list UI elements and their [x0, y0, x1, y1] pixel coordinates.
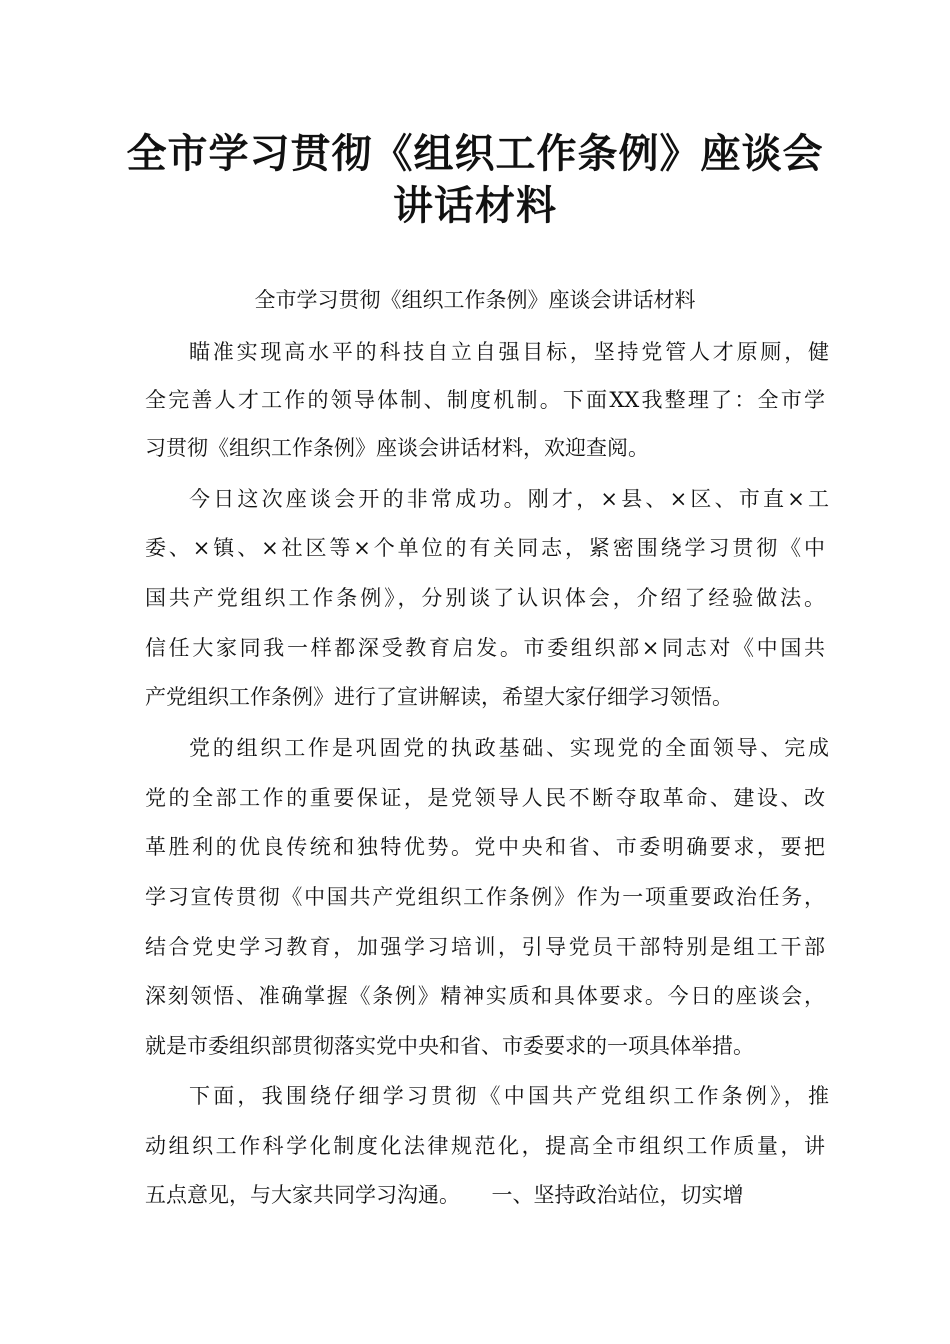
- body-text-line: 习贯彻《组织工作条例》座谈会讲话材料，欢迎查阅。: [145, 436, 649, 460]
- body-text-line: 学习宣传贯彻《中国共产党组织工作条例》作为一项重要政治任务，: [145, 885, 825, 909]
- body-text-line: 国共产党组织工作条例》，分别谈了认识体会，介绍了经验做法。: [145, 586, 825, 610]
- body-text-line: 动组织工作科学化制度化法律规范化，提高全市组织工作质量，讲: [145, 1134, 825, 1158]
- document-title-line-1: 全市学习贯彻《组织工作条例》座谈会: [126, 131, 824, 177]
- document-title-line-2: 讲话材料: [393, 183, 557, 229]
- body-text-line: 委、×镇、×社区等×个单位的有关同志，紧密围绕学习贯彻《中: [145, 536, 825, 560]
- document-subtitle: 全市学习贯彻《组织工作条例》座谈会讲话材料: [254, 288, 696, 312]
- body-text-line: 下面，我围绕仔细学习贯彻《中国共产党组织工作条例》，推: [189, 1084, 829, 1108]
- body-text-line: 就是市委组织部贯彻落实党中央和省、市委要求的一项具体举措。: [145, 1034, 754, 1058]
- body-text-line: 今日这次座谈会开的非常成功。刚才，×县、×区、市直×工: [189, 487, 829, 511]
- body-text-line: 产党组织工作条例》进行了宣讲解读，希望大家仔细学习领悟。: [145, 685, 733, 709]
- body-text-line: 革胜利的优良传统和独特优势。党中央和省、市委明确要求，要把: [145, 835, 825, 859]
- body-text-line: 党的全部工作的重要保证，是党领导人民不断夺取革命、建设、改: [145, 786, 825, 810]
- body-text-line: 结合党史学习教育，加强学习培训，引导党员干部特别是组工干部: [145, 935, 825, 959]
- body-text-line: 全完善人才工作的领导体制、制度机制。下面XX我整理了：全市学: [145, 388, 825, 412]
- body-text-line: 党的组织工作是巩固党的执政基础、实现党的全面领导、完成: [189, 736, 829, 760]
- body-text-line: 信任大家同我一样都深受教育启发。市委组织部×同志对《中国共: [145, 636, 825, 660]
- body-text-line: 瞄准实现高水平的科技自立自强目标，坚持党管人才原厕，健: [189, 340, 829, 364]
- body-text-line: 深刻领悟、准确掌握《条例》精神实质和具体要求。今日的座谈会，: [145, 984, 825, 1008]
- body-text-line: 五点意见，与大家共同学习沟通。 一、坚持政治站位，切实增: [145, 1183, 744, 1207]
